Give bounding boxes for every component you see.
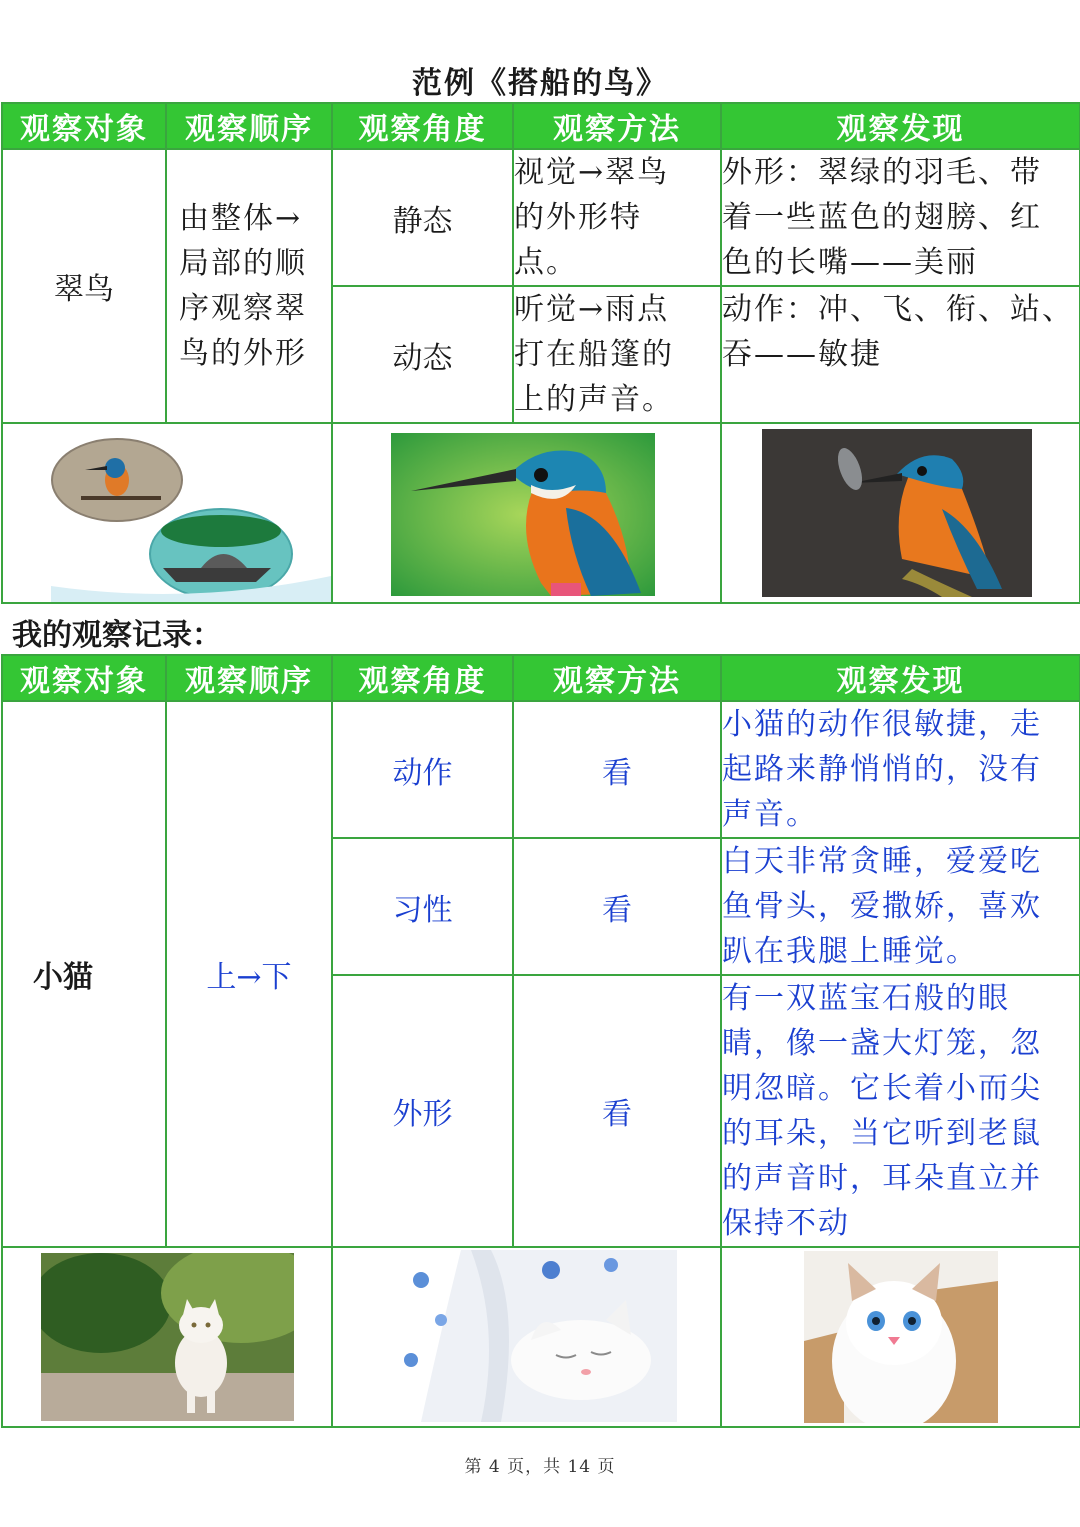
example-object-cell	[2, 149, 166, 423]
example-row-static	[2, 149, 1080, 286]
record-image-cell-3	[721, 1247, 1080, 1427]
example-method-line: 视觉→翠鸟	[514, 155, 670, 190]
record-angle-cell	[332, 838, 513, 975]
my-record-title: 我的观察记录：	[12, 618, 222, 653]
page-title: 范例《搭船的鸟》	[412, 66, 668, 101]
header-method: 观察方法	[513, 103, 721, 149]
example-order-cell	[166, 149, 332, 423]
record-finding-line: 的耳朵，当它听到老鼠	[722, 1116, 1042, 1151]
example-image-row	[2, 423, 1080, 603]
example-method-cell	[513, 286, 721, 423]
example-method-cell	[513, 149, 721, 286]
header-object: 观察对象	[2, 103, 166, 149]
record-finding-line: 明忽暗。它长着小而尖	[722, 1071, 1042, 1106]
example-finding-cell	[721, 286, 1080, 423]
example-finding-line: 吞——敏捷	[722, 337, 882, 372]
example-angle-cell	[332, 149, 513, 286]
header-order: 观察顺序	[166, 655, 332, 701]
white-cat-walking-image	[41, 1253, 294, 1421]
record-header-row	[2, 655, 1080, 701]
record-angle-cell	[332, 701, 513, 838]
header-angle: 观察角度	[332, 103, 513, 149]
record-finding-line: 保持不动	[722, 1206, 850, 1241]
example-table	[1, 102, 1080, 604]
record-angle-cell	[332, 975, 513, 1247]
example-finding-line: 着一些蓝色的翅膀、红	[722, 200, 1042, 235]
record-object: 小猫	[33, 960, 93, 995]
record-image-row	[2, 1247, 1080, 1427]
record-finding-line: 趴在我腿上睡觉。	[722, 934, 978, 969]
example-header-row	[2, 103, 1080, 149]
record-finding-line: 睛，像一盏大灯笼，忽	[722, 1026, 1042, 1061]
record-table	[1, 654, 1080, 1428]
example-method-line: 的外形特	[514, 200, 642, 235]
record-finding-line: 小猫的动作很敏捷，走	[722, 707, 1042, 742]
record-order-cell	[166, 701, 332, 1247]
record-method-cell	[513, 975, 721, 1247]
header-order: 观察顺序	[166, 103, 332, 149]
kingfisher-with-fish-image	[762, 429, 1032, 597]
header-method: 观察方法	[513, 655, 721, 701]
example-order-line: 由整体→	[179, 201, 303, 236]
example-angle-cell	[332, 286, 513, 423]
example-order-line: 序观察翠	[179, 291, 307, 326]
record-method-cell	[513, 838, 721, 975]
example-order-line: 局部的顺	[179, 246, 307, 281]
record-finding-line: 白天非常贪睡，爱爱吃	[722, 844, 1042, 879]
record-finding-line: 有一双蓝宝石般的眼	[722, 981, 1010, 1016]
page-footer: 第 4 页，共 14 页	[464, 1457, 616, 1477]
record-method: 看	[602, 892, 632, 928]
example-finding-line: 外形：翠绿的羽毛、带	[722, 155, 1042, 190]
example-image-cell-3	[721, 423, 1080, 603]
record-finding-line: 鱼骨头，爱撒娇，喜欢	[722, 889, 1042, 924]
record-object-cell	[2, 701, 166, 1247]
cat-sleeping-image	[381, 1250, 677, 1422]
record-angle: 动作	[392, 755, 453, 791]
example-method-line: 听觉→雨点	[514, 292, 670, 327]
record-finding-line: 的声音时，耳朵直立并	[722, 1161, 1042, 1196]
example-image-cell-2	[332, 423, 721, 603]
example-angle: 静态	[392, 203, 453, 239]
header-finding: 观察发现	[721, 655, 1080, 701]
record-method: 看	[602, 755, 632, 791]
example-angle: 动态	[392, 340, 453, 376]
example-finding-line: 动作：冲、飞、衔、站、	[722, 292, 1074, 327]
example-finding-cell	[721, 149, 1080, 286]
header-finding: 观察发现	[721, 103, 1080, 149]
record-order: 上→下	[206, 960, 292, 995]
example-method-line: 上的声音。	[514, 382, 674, 417]
header-angle: 观察角度	[332, 655, 513, 701]
record-finding-line: 起路来静悄悄的，没有	[722, 752, 1042, 787]
record-finding-cell	[721, 838, 1080, 975]
kingfisher-closeup-image	[391, 433, 655, 596]
record-finding-line: 声音。	[722, 797, 818, 832]
example-method-line: 点。	[514, 245, 578, 280]
record-method-cell	[513, 701, 721, 838]
cat-in-box-image	[804, 1251, 998, 1423]
example-image-cell-1	[2, 423, 332, 603]
record-finding-cell	[721, 975, 1080, 1247]
example-method-line: 打在船篷的	[514, 337, 674, 372]
example-object: 翠鸟	[54, 272, 114, 307]
record-angle: 习性	[392, 892, 453, 928]
kingfisher-and-boat-image	[51, 436, 331, 602]
record-finding-cell	[721, 701, 1080, 838]
record-method: 看	[602, 1097, 632, 1132]
record-angle: 外形	[392, 1097, 453, 1132]
record-row-action	[2, 701, 1080, 838]
record-image-cell-1	[2, 1247, 332, 1427]
header-object: 观察对象	[2, 655, 166, 701]
example-finding-line: 色的长嘴——美丽	[722, 245, 978, 280]
example-order-line: 鸟的外形	[179, 336, 307, 371]
record-image-cell-2	[332, 1247, 721, 1427]
